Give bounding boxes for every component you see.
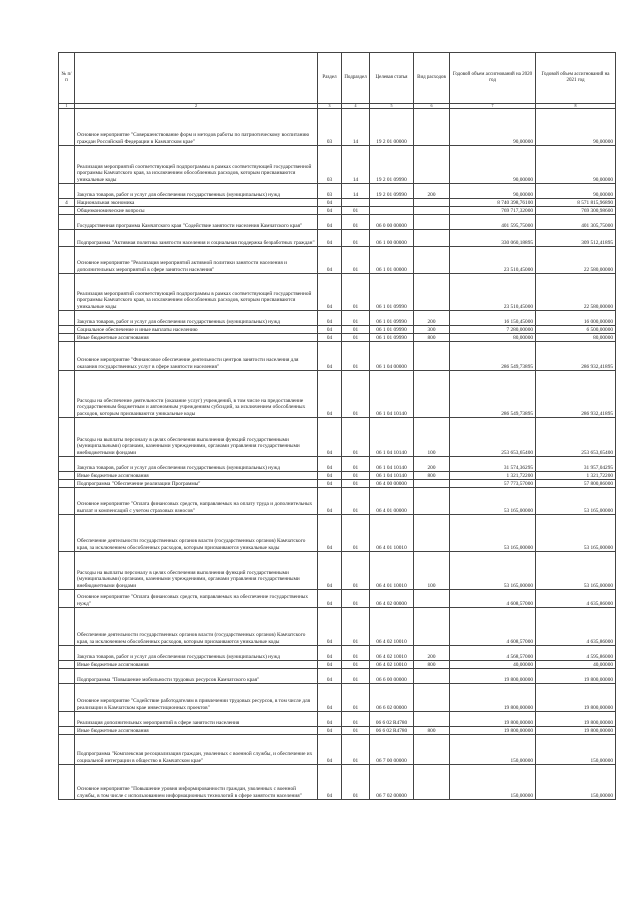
row-expense-type bbox=[414, 669, 450, 684]
row-subsection: 01 bbox=[342, 457, 370, 472]
row-name: Основное мероприятие "Реализация мероприятий активной политики занятости населения и дополнительных мероприятий в сфере занятости населения" bbox=[75, 247, 318, 274]
row-expense-type bbox=[414, 765, 450, 800]
row-amount-2021: 22 580,00000 bbox=[536, 274, 616, 311]
row-subsection: 01 bbox=[342, 669, 370, 684]
table-row bbox=[59, 184, 616, 199]
row-expense-type bbox=[414, 480, 450, 488]
row-subsection: 01 bbox=[342, 326, 370, 334]
row-number bbox=[59, 472, 75, 480]
row-name: Реализация мероприятий соответствующей подпрограммы в рамках соответствующей государственной программы Камчатского края, за исключением обособленных расходов, которым присваиваются уникальные коды bbox=[75, 146, 318, 184]
row-name: Иные бюджетные ассигнования bbox=[75, 334, 318, 342]
row-section: 04 bbox=[318, 552, 342, 590]
row-number bbox=[59, 712, 75, 727]
row-section: 03 bbox=[318, 184, 342, 199]
row-target-article: 19 2 01 09990 bbox=[370, 146, 414, 184]
row-number bbox=[59, 488, 75, 515]
row-amount-2020: 286 549,73895 bbox=[450, 371, 536, 418]
row-section: 04 bbox=[318, 457, 342, 472]
header-target-article: Целевая статья bbox=[370, 53, 414, 104]
table-row bbox=[59, 207, 616, 215]
column-number: 6 bbox=[414, 104, 450, 109]
table-row bbox=[59, 488, 616, 515]
table-row bbox=[59, 371, 616, 418]
row-section: 04 bbox=[318, 326, 342, 334]
row-name: Общеэкономические вопросы bbox=[75, 207, 318, 215]
row-amount-2020: 53 165,00000 bbox=[450, 515, 536, 552]
row-number bbox=[59, 342, 75, 371]
column-number: 7 bbox=[450, 104, 536, 109]
row-amount-2021: 8 571 815,96890 bbox=[536, 199, 616, 207]
row-amount-2021: 150,00000 bbox=[536, 765, 616, 800]
row-name: Закупка товаров, работ и услуг для обеспечения государственных (муниципальных) нужд bbox=[75, 457, 318, 472]
row-amount-2020: 330 060,18895 bbox=[450, 230, 536, 247]
row-amount-2021: 4 595,86000 bbox=[536, 646, 616, 661]
header-subsection: Подраздел bbox=[342, 53, 370, 104]
row-expense-type bbox=[414, 608, 450, 646]
row-amount-2020: 90,00000 bbox=[450, 184, 536, 199]
row-number bbox=[59, 735, 75, 765]
row-target-article bbox=[370, 207, 414, 215]
row-expense-type bbox=[414, 712, 450, 727]
header-name bbox=[75, 53, 318, 104]
row-expense-type bbox=[414, 590, 450, 608]
row-subsection: 01 bbox=[342, 552, 370, 590]
row-amount-2020: 90,00000 bbox=[450, 109, 536, 146]
row-amount-2021: 90,00000 bbox=[536, 109, 616, 146]
row-expense-type bbox=[414, 230, 450, 247]
row-amount-2021: 80,00000 bbox=[536, 334, 616, 342]
row-amount-2021: 253 653,65400 bbox=[536, 418, 616, 457]
table-row bbox=[59, 608, 616, 646]
row-name: Подпрограмма "Повышение мобильности трудовых ресурсов Камчатского края" bbox=[75, 669, 318, 684]
row-subsection: 01 bbox=[342, 342, 370, 371]
row-section: 04 bbox=[318, 311, 342, 326]
column-number: 2 bbox=[75, 104, 318, 109]
table-row bbox=[59, 712, 616, 727]
column-number: 5 bbox=[370, 104, 414, 109]
row-name: Подпрограмма "Обеспечение реализации Программы" bbox=[75, 480, 318, 488]
row-section: 04 bbox=[318, 661, 342, 669]
row-target-article: 06 1 01 09990 bbox=[370, 334, 414, 342]
row-subsection: 01 bbox=[342, 646, 370, 661]
row-number bbox=[59, 457, 75, 472]
table-row bbox=[59, 472, 616, 480]
row-amount-2021: 769 300,98600 bbox=[536, 207, 616, 215]
row-expense-type bbox=[414, 215, 450, 230]
table-row bbox=[59, 552, 616, 590]
row-name: Расходы на выплаты персоналу в целях обеспечения выполнения функций государственными (муниципальными) органами, казенными учреждениями, органами управления государственными внебюджетными фондами bbox=[75, 552, 318, 590]
table-row bbox=[59, 646, 616, 661]
row-section: 04 bbox=[318, 488, 342, 515]
row-amount-2021: 53 165,00000 bbox=[536, 488, 616, 515]
row-section: 04 bbox=[318, 418, 342, 457]
row-amount-2021: 1 321,72200 bbox=[536, 472, 616, 480]
row-target-article: 06 1 01 09990 bbox=[370, 311, 414, 326]
row-subsection: 01 bbox=[342, 472, 370, 480]
row-amount-2021: 22 580,00000 bbox=[536, 247, 616, 274]
row-amount-2021: 19 800,00000 bbox=[536, 712, 616, 727]
row-expense-type: 800 bbox=[414, 661, 450, 669]
row-section: 04 bbox=[318, 247, 342, 274]
row-number bbox=[59, 552, 75, 590]
row-number bbox=[59, 247, 75, 274]
row-name: Национальная экономика bbox=[75, 199, 318, 207]
budget-table bbox=[58, 52, 616, 800]
row-target-article: 06 4 01 10010 bbox=[370, 552, 414, 590]
row-target-article: 06 7 02 00000 bbox=[370, 765, 414, 800]
row-target-article: 06 4 01 00000 bbox=[370, 488, 414, 515]
row-amount-2020: 80,00000 bbox=[450, 334, 536, 342]
table-row bbox=[59, 334, 616, 342]
row-subsection: 14 bbox=[342, 146, 370, 184]
row-section: 04 bbox=[318, 712, 342, 727]
row-amount-2020: 31 574,36295 bbox=[450, 457, 536, 472]
row-amount-2021: 150,00000 bbox=[536, 735, 616, 765]
row-section: 04 bbox=[318, 274, 342, 311]
column-number: 4 bbox=[342, 104, 370, 109]
table-row bbox=[59, 342, 616, 371]
row-amount-2021: 90,00000 bbox=[536, 146, 616, 184]
table-row bbox=[59, 590, 616, 608]
row-section: 04 bbox=[318, 230, 342, 247]
row-subsection: 14 bbox=[342, 109, 370, 146]
row-section: 04 bbox=[318, 207, 342, 215]
table-row bbox=[59, 230, 616, 247]
row-section: 04 bbox=[318, 480, 342, 488]
row-number bbox=[59, 590, 75, 608]
row-target-article: 06 1 01 09990 bbox=[370, 274, 414, 311]
row-subsection: 01 bbox=[342, 735, 370, 765]
row-target-article: 06 6 02 00000 bbox=[370, 684, 414, 712]
row-subsection: 14 bbox=[342, 184, 370, 199]
table-row bbox=[59, 199, 616, 207]
row-amount-2021: 40,00000 bbox=[536, 661, 616, 669]
row-amount-2021: 4 635,86000 bbox=[536, 608, 616, 646]
row-amount-2020: 150,00000 bbox=[450, 735, 536, 765]
table-row bbox=[59, 727, 616, 735]
header-2020: Годовой объем ассигнований на 2020 год bbox=[450, 53, 536, 104]
row-amount-2020: 4 608,57000 bbox=[450, 608, 536, 646]
row-target-article: 06 0 00 00000 bbox=[370, 215, 414, 230]
row-amount-2021: 4 635,86000 bbox=[536, 590, 616, 608]
row-amount-2020: 40,00000 bbox=[450, 661, 536, 669]
row-number bbox=[59, 418, 75, 457]
table-row bbox=[59, 457, 616, 472]
row-amount-2020: 769 717,32000 bbox=[450, 207, 536, 215]
row-subsection: 01 bbox=[342, 334, 370, 342]
row-subsection: 01 bbox=[342, 230, 370, 247]
row-name: Реализация мероприятий соответствующей подпрограммы в рамках соответствующей государственной программы Камчатского края, за исключением обособленных расходов, которым присваиваются уникальные коды bbox=[75, 274, 318, 311]
row-section: 03 bbox=[318, 109, 342, 146]
row-target-article: 06 1 04 10140 bbox=[370, 371, 414, 418]
row-section: 03 bbox=[318, 146, 342, 184]
row-target-article: 06 1 01 00000 bbox=[370, 247, 414, 274]
row-section: 04 bbox=[318, 684, 342, 712]
row-amount-2020: 401 595,75000 bbox=[450, 215, 536, 230]
row-number bbox=[59, 326, 75, 334]
row-amount-2020: 90,00000 bbox=[450, 146, 536, 184]
row-number bbox=[59, 274, 75, 311]
table-row bbox=[59, 765, 616, 800]
row-name: Основное мероприятие "Повышение уровня информированности граждан, уволенных с военной службы, в том числе с использованием информационных технологий в сфере занятости населения" bbox=[75, 765, 318, 800]
row-expense-type: 800 bbox=[414, 727, 450, 735]
row-expense-type: 200 bbox=[414, 184, 450, 199]
table-row bbox=[59, 109, 616, 146]
row-expense-type bbox=[414, 488, 450, 515]
row-target-article: 06 4 01 10010 bbox=[370, 515, 414, 552]
header-section: Раздел bbox=[318, 53, 342, 104]
row-amount-2021: 53 165,00000 bbox=[536, 552, 616, 590]
row-subsection: 01 bbox=[342, 247, 370, 274]
row-name: Иные бюджетные ассигнования bbox=[75, 661, 318, 669]
row-number: 4 bbox=[59, 199, 75, 207]
row-name: Основное мероприятие "Содействие работодателям в привлечении трудовых ресурсов, в том числе для реализации в Камчатском крае инвестиционных проектов" bbox=[75, 684, 318, 712]
row-number bbox=[59, 311, 75, 326]
row-name: Реализация дополнительных мероприятий в сфере занятости населения bbox=[75, 712, 318, 727]
row-number bbox=[59, 646, 75, 661]
table-row bbox=[59, 215, 616, 230]
row-section: 04 bbox=[318, 608, 342, 646]
row-amount-2020: 1 321,72200 bbox=[450, 472, 536, 480]
header-num: № п/п bbox=[59, 53, 75, 104]
row-expense-type: 100 bbox=[414, 418, 450, 457]
row-section: 04 bbox=[318, 646, 342, 661]
row-target-article: 06 1 04 10140 bbox=[370, 457, 414, 472]
row-amount-2021: 19 800,00000 bbox=[536, 684, 616, 712]
row-subsection: 01 bbox=[342, 215, 370, 230]
row-subsection: 01 bbox=[342, 418, 370, 457]
row-section: 04 bbox=[318, 371, 342, 418]
row-name: Основное мероприятие "Оплата финансовых средств, направляемых на оплату труда и дополнительных выплат и компенсаций с учетом страховых взносов" bbox=[75, 488, 318, 515]
table-row bbox=[59, 480, 616, 488]
row-target-article: 06 6 00 00000 bbox=[370, 669, 414, 684]
row-target-article: 06 1 04 00000 bbox=[370, 342, 414, 371]
row-amount-2020: 53 165,00000 bbox=[450, 488, 536, 515]
row-amount-2020: 19 800,00000 bbox=[450, 712, 536, 727]
row-name: Иные бюджетные ассигнования bbox=[75, 727, 318, 735]
row-section: 04 bbox=[318, 669, 342, 684]
budget-table-sheet bbox=[58, 52, 615, 800]
row-subsection: 01 bbox=[342, 590, 370, 608]
row-amount-2020: 19 800,00000 bbox=[450, 684, 536, 712]
table-row bbox=[59, 418, 616, 457]
row-expense-type bbox=[414, 199, 450, 207]
row-target-article: 06 1 04 10140 bbox=[370, 472, 414, 480]
row-amount-2020: 57 773,57000 bbox=[450, 480, 536, 488]
row-subsection: 01 bbox=[342, 712, 370, 727]
row-target-article: 06 4 02 10010 bbox=[370, 661, 414, 669]
row-amount-2020: 4 568,57000 bbox=[450, 646, 536, 661]
row-subsection: 01 bbox=[342, 608, 370, 646]
row-target-article: 06 1 00 00000 bbox=[370, 230, 414, 247]
row-section: 04 bbox=[318, 215, 342, 230]
row-expense-type: 300 bbox=[414, 326, 450, 334]
row-name: Основное мероприятие "Финансовое обеспечение деятельности центров занятости населения для оказания государственных услуг в сфере занятости населения" bbox=[75, 342, 318, 371]
row-number bbox=[59, 515, 75, 552]
row-name: Основное мероприятие "Совершенствование форм и методов работы по патриотическому воспитанию граждан Российской Федерации в Камчатском крае" bbox=[75, 109, 318, 146]
row-amount-2021: 53 165,00000 bbox=[536, 515, 616, 552]
row-number bbox=[59, 371, 75, 418]
row-name: Обеспечение деятельности государственных органов власти (государственных органов) Камчатского края, за исключением обособленных расходов, которым присваиваются уникальные коды bbox=[75, 515, 318, 552]
table-row bbox=[59, 274, 616, 311]
row-expense-type: 200 bbox=[414, 457, 450, 472]
column-number: 8 bbox=[536, 104, 616, 109]
table-row bbox=[59, 326, 616, 334]
row-amount-2020: 150,00000 bbox=[450, 765, 536, 800]
row-target-article: 06 1 04 10140 bbox=[370, 418, 414, 457]
row-target-article: 06 6 02 R4780 bbox=[370, 727, 414, 735]
row-amount-2021: 31 957,04295 bbox=[536, 457, 616, 472]
row-number bbox=[59, 727, 75, 735]
row-expense-type: 800 bbox=[414, 472, 450, 480]
row-target-article: 06 7 00 00000 bbox=[370, 735, 414, 765]
row-amount-2020: 23 510,45000 bbox=[450, 274, 536, 311]
row-subsection: 01 bbox=[342, 488, 370, 515]
row-name: Подпрограмма "Активная политика занятости населения и социальная поддержка безработных граждан" bbox=[75, 230, 318, 247]
row-amount-2021: 19 800,00000 bbox=[536, 727, 616, 735]
row-expense-type bbox=[414, 371, 450, 418]
row-expense-type bbox=[414, 274, 450, 311]
row-subsection: 01 bbox=[342, 274, 370, 311]
row-subsection: 01 bbox=[342, 765, 370, 800]
table-row bbox=[59, 669, 616, 684]
row-name: Основное мероприятие "Оплата финансовых средств, направляемых на обеспечение государственных нужд" bbox=[75, 590, 318, 608]
row-section: 04 bbox=[318, 590, 342, 608]
row-expense-type bbox=[414, 735, 450, 765]
row-target-article: 06 1 01 09990 bbox=[370, 326, 414, 334]
row-amount-2021: 57 800,86000 bbox=[536, 480, 616, 488]
row-number bbox=[59, 230, 75, 247]
row-expense-type bbox=[414, 207, 450, 215]
row-subsection: 01 bbox=[342, 684, 370, 712]
row-amount-2020: 4 608,57000 bbox=[450, 590, 536, 608]
row-target-article: 06 4 02 00000 bbox=[370, 590, 414, 608]
table-row bbox=[59, 661, 616, 669]
row-amount-2020: 53 165,00000 bbox=[450, 552, 536, 590]
row-subsection: 01 bbox=[342, 727, 370, 735]
table-body bbox=[59, 109, 616, 800]
row-amount-2020: 16 150,45000 bbox=[450, 311, 536, 326]
row-number bbox=[59, 661, 75, 669]
row-target-article: 06 4 02 10010 bbox=[370, 608, 414, 646]
row-section: 04 bbox=[318, 472, 342, 480]
row-amount-2021: 16 000,00000 bbox=[536, 311, 616, 326]
row-target-article: 06 6 02 R4780 bbox=[370, 712, 414, 727]
row-expense-type: 100 bbox=[414, 552, 450, 590]
row-name: Закупка товаров, работ и услуг для обеспечения государственных (муниципальных) нужд bbox=[75, 184, 318, 199]
row-amount-2020: 19 800,00000 bbox=[450, 669, 536, 684]
row-amount-2021: 401 305,75000 bbox=[536, 215, 616, 230]
row-amount-2021: 309 512,41895 bbox=[536, 230, 616, 247]
row-name: Иные бюджетные ассигнования bbox=[75, 472, 318, 480]
row-number bbox=[59, 207, 75, 215]
row-number bbox=[59, 684, 75, 712]
row-section: 04 bbox=[318, 727, 342, 735]
row-name: Закупка товаров, работ и услуг для обеспечения государственных (муниципальных) нужд bbox=[75, 646, 318, 661]
row-number bbox=[59, 480, 75, 488]
table-row bbox=[59, 146, 616, 184]
row-amount-2021: 6 500,00000 bbox=[536, 326, 616, 334]
row-target-article: 06 4 02 10010 bbox=[370, 646, 414, 661]
row-section: 04 bbox=[318, 334, 342, 342]
row-section: 04 bbox=[318, 515, 342, 552]
row-subsection: 01 bbox=[342, 515, 370, 552]
row-expense-type bbox=[414, 146, 450, 184]
table-row bbox=[59, 311, 616, 326]
column-number: 1 bbox=[59, 104, 75, 109]
row-expense-type: 200 bbox=[414, 311, 450, 326]
row-subsection: 01 bbox=[342, 371, 370, 418]
row-name: Обеспечение деятельности государственных органов власти (государственных органов) Камчатского края, за исключением обособленных расходов, которым присваиваются уникальные коды bbox=[75, 608, 318, 646]
row-target-article bbox=[370, 199, 414, 207]
row-number bbox=[59, 334, 75, 342]
row-section: 04 bbox=[318, 735, 342, 765]
row-amount-2020: 19 800,00000 bbox=[450, 727, 536, 735]
row-subsection: 01 bbox=[342, 207, 370, 215]
row-number bbox=[59, 109, 75, 146]
table-row bbox=[59, 515, 616, 552]
row-target-article: 19 2 01 00000 bbox=[370, 109, 414, 146]
row-amount-2020: 253 653,65400 bbox=[450, 418, 536, 457]
row-target-article: 06 4 00 00000 bbox=[370, 480, 414, 488]
row-number bbox=[59, 765, 75, 800]
row-name: Закупка товаров, работ и услуг для обеспечения государственных (муниципальных) нужд bbox=[75, 311, 318, 326]
row-section: 04 bbox=[318, 765, 342, 800]
row-expense-type bbox=[414, 515, 450, 552]
column-number: 3 bbox=[318, 104, 342, 109]
row-number bbox=[59, 669, 75, 684]
row-section: 04 bbox=[318, 199, 342, 207]
row-amount-2021: 19 800,00000 bbox=[536, 669, 616, 684]
table-row bbox=[59, 247, 616, 274]
table-row bbox=[59, 735, 616, 765]
table-header-row bbox=[59, 53, 616, 104]
row-name: Расходы на обеспечение деятельности (оказание услуг) учреждений, в том числе на предоставление государственным бюджетным и автономным учреждениям субсидий, за исключением обособленных расходов, которым присваиваются уникальные коды bbox=[75, 371, 318, 418]
row-subsection bbox=[342, 199, 370, 207]
table-row bbox=[59, 684, 616, 712]
row-amount-2020: 8 740 398,76100 bbox=[450, 199, 536, 207]
row-amount-2020: 286 549,73895 bbox=[450, 342, 536, 371]
row-number bbox=[59, 608, 75, 646]
row-expense-type: 200 bbox=[414, 646, 450, 661]
row-subsection: 01 bbox=[342, 480, 370, 488]
row-number bbox=[59, 215, 75, 230]
row-expense-type bbox=[414, 109, 450, 146]
row-expense-type bbox=[414, 247, 450, 274]
row-section: 04 bbox=[318, 342, 342, 371]
row-name: Расходы на выплаты персоналу в целях обеспечения выполнения функций государственными (муниципальными) органами, казенными учреждениями, органами управления государственными внебюджетными фондами bbox=[75, 418, 318, 457]
row-amount-2020: 7 280,00000 bbox=[450, 326, 536, 334]
row-amount-2020: 23 510,45000 bbox=[450, 247, 536, 274]
row-number bbox=[59, 146, 75, 184]
row-amount-2021: 286 932,41895 bbox=[536, 342, 616, 371]
row-number bbox=[59, 184, 75, 199]
row-expense-type bbox=[414, 684, 450, 712]
row-expense-type bbox=[414, 342, 450, 371]
header-2021: Годовой объем ассигнований на 2021 год bbox=[536, 53, 616, 104]
header-expense-type: Вид расходов bbox=[414, 53, 450, 104]
row-amount-2021: 90,00000 bbox=[536, 184, 616, 199]
row-name: Государственная программа Камчатского края "Содействие занятости населения Камчатского края" bbox=[75, 215, 318, 230]
row-name: Социальное обеспечение и иные выплаты населению bbox=[75, 326, 318, 334]
row-subsection: 01 bbox=[342, 311, 370, 326]
row-expense-type: 800 bbox=[414, 334, 450, 342]
row-amount-2021: 286 932,41895 bbox=[536, 371, 616, 418]
row-target-article: 19 2 01 09990 bbox=[370, 184, 414, 199]
row-name: Подпрограмма "Комплексная ресоциализация граждан, уволенных с военной службы, и обеспечение их социальной интеграции в общество в Камчатском крае" bbox=[75, 735, 318, 765]
row-subsection: 01 bbox=[342, 661, 370, 669]
